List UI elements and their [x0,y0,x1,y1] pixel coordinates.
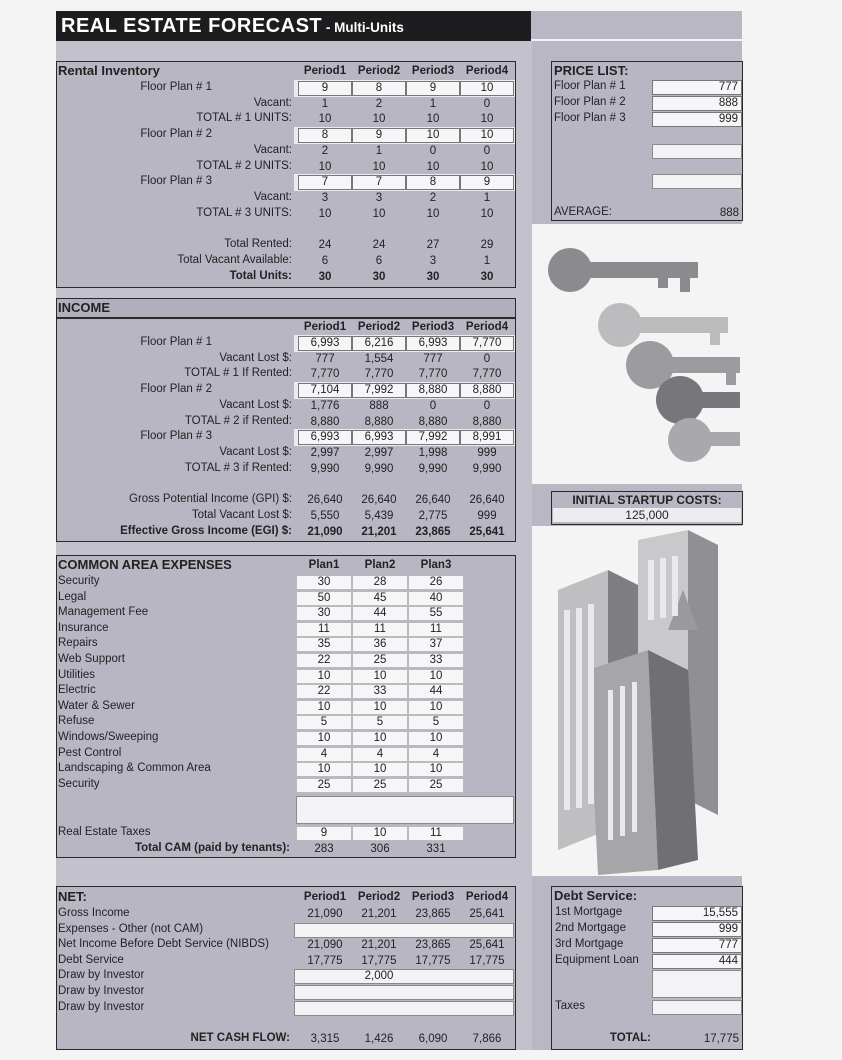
expense-label: Repairs [58,637,98,650]
value-cell: 10 [426,207,440,220]
plan-label: Floor Plan # 2 [140,383,212,396]
taxes-value: 10 [352,826,408,841]
net-value: 21,090 [307,939,343,952]
expense-value: 11 [408,622,464,637]
expense-label: Pest Control [58,746,122,759]
value-cell: 999 [477,446,497,459]
debt-taxes-label: Taxes [555,1000,586,1012]
value-cell: 8 [406,175,460,190]
period-header: Period3 [411,65,455,77]
value-cell: 0 [429,144,437,157]
total-value: 999 [477,510,497,522]
total-label: Total Rented: [224,238,292,250]
debt-item-label: 2nd Mortgage [555,922,626,934]
expense-value: 10 [408,700,464,715]
debt-item-label: 1st Mortgage [555,906,623,918]
row-label: Vacant: [253,96,292,109]
expense-value: 4 [296,747,352,762]
total-label: Total Vacant Available: [177,254,292,266]
value-cell: 10 [480,113,494,126]
total-value: 24 [318,239,332,251]
key-2 [598,303,728,347]
expense-value: 33 [408,653,464,668]
expense-value: 22 [296,653,352,668]
total-value: 30 [480,271,494,283]
total-value: 24 [372,239,386,251]
value-cell: 1,554 [364,352,394,365]
total-value: 26,640 [361,494,397,506]
expense-value: 28 [352,575,408,590]
taxes-value: 9 [296,826,352,841]
net-title: NET: [58,889,87,904]
value-cell: 777 [315,352,335,365]
net-row-label: Draw by Investor [58,969,145,982]
price-item-value: 999 [652,112,742,127]
net-value: 25,641 [469,939,505,952]
net-row-label: Net Income Before Debt Service (NIBDS) [58,938,269,951]
debt-item-value: 999 [652,922,742,937]
expense-value: 25 [296,778,352,793]
value-cell: 777 [423,352,443,365]
debt-taxes-input [652,1000,742,1015]
net-cash-flow-value: 6,090 [418,1033,448,1045]
net-row-label: Draw by Investor [58,985,145,997]
income-header-bar [56,298,516,318]
plan-label: Floor Plan # 3 [140,430,212,443]
expense-value: 25 [352,778,408,793]
row-label: Vacant Lost $: [219,398,292,411]
total-value: 30 [318,271,332,283]
total-value: 3 [429,255,437,267]
net-row-label: Debt Service [58,953,124,966]
price-empty-slot [652,174,742,189]
cam-empty-rows [296,796,514,824]
value-cell: 7 [352,175,406,190]
plan-header: Plan2 [364,559,396,571]
net-cash-flow-label: NET CASH FLOW: [190,1032,290,1044]
total-value: 6 [375,255,383,267]
expense-value: 10 [296,669,352,684]
total-value: 30 [372,271,386,283]
value-cell: 7,992 [406,430,460,445]
expense-value: 10 [408,731,464,746]
debt-item-value: 777 [652,938,742,953]
expense-label: Landscaping & Common Area [58,762,211,775]
value-cell: 6,216 [352,336,406,351]
expense-value: 10 [296,700,352,715]
expense-value: 10 [296,731,352,746]
value-cell: 8,880 [406,383,460,398]
price-average-value: 888 [719,207,739,219]
expense-value: 4 [352,747,408,762]
key-1 [548,248,698,292]
page-title [56,11,531,41]
expense-value: 44 [408,684,464,699]
net-value: 17,775 [469,954,505,967]
period-header: Period4 [465,65,509,77]
expense-value: 36 [352,637,408,652]
row-label: TOTAL # 3 UNITS: [196,206,292,219]
net-value: 21,201 [361,939,397,952]
net-cash-flow-value: 3,315 [310,1033,340,1045]
expense-value: 25 [352,653,408,668]
period-header: Period4 [465,891,509,903]
net-row-label: Draw by Investor [58,1000,145,1013]
value-cell: 2,997 [364,446,394,459]
period-header: Period2 [357,321,401,333]
value-cell: 9,990 [364,462,394,475]
expense-value: 5 [408,715,464,730]
price-average-label: AVERAGE: [554,206,612,218]
expense-value: 10 [352,762,408,777]
net-cash-flow-value: 7,866 [472,1033,502,1045]
expense-value: 30 [296,575,352,590]
startup-value: 125,000 [553,508,741,522]
total-value: 21,090 [307,526,343,538]
expense-value: 25 [408,778,464,793]
net-value: 2,000 [364,970,394,983]
row-label: Vacant: [253,190,292,203]
value-cell: 0 [483,97,491,110]
total-label: Gross Potential Income (GPI) $: [129,493,292,505]
plan-label: Floor Plan # 1 [140,81,212,93]
expense-label: Windows/Sweeping [58,731,159,743]
price-item-label: Floor Plan # 2 [554,96,626,108]
value-cell: 0 [483,144,491,157]
row-label: TOTAL # 2 if Rented: [184,414,292,427]
value-cell: 10 [480,160,494,173]
total-value: 27 [426,239,440,251]
total-value: 26,640 [307,494,343,506]
expense-value: 26 [408,575,464,590]
value-cell: 10 [406,128,460,143]
title-strip [531,11,742,39]
value-cell: 7,104 [298,383,352,398]
value-cell: 888 [369,399,389,412]
key-5 [668,418,740,462]
total-value: 30 [426,271,440,283]
value-cell: 2,997 [310,446,340,459]
city-buildings-icon [548,530,738,875]
total-value: 26,640 [469,494,505,506]
price-empty-slot [652,144,742,159]
value-cell: 7,770 [364,368,394,381]
total-value: 23,865 [415,526,451,538]
expense-value: 10 [296,762,352,777]
net-row-label: Gross Income [58,907,130,919]
cam-total-label: Total CAM (paid by tenants): [134,842,290,854]
value-cell: 8,880 [364,415,394,428]
debt-item-label: 3rd Mortgage [555,938,624,950]
debt-item-value: 15,555 [652,906,742,921]
period-header: Period1 [303,321,347,333]
value-cell: 10 [426,113,440,126]
expense-value: 10 [352,669,408,684]
value-cell: 10 [318,160,332,173]
total-value: 29 [480,239,494,251]
expense-label: Security [58,575,100,587]
expense-label: Security [58,777,100,790]
price-item-label: Floor Plan # 1 [554,80,626,92]
title-sub: - Multi-Units [322,20,404,35]
cam-total-value: 306 [370,843,390,855]
keys-icon [540,240,740,480]
row-label: Vacant Lost $: [219,445,292,458]
cam-total-value: 331 [426,843,446,855]
value-cell: 1 [483,191,491,204]
net-input-row [294,923,514,938]
period-header: Period3 [411,891,455,903]
expense-value: 35 [296,637,352,652]
net-value: 23,865 [415,908,451,920]
value-cell: 1 [429,97,437,110]
value-cell: 7,992 [352,383,406,398]
expense-value: 10 [408,762,464,777]
debt-item-label: Equipment Loan [555,954,639,966]
net-cash-flow-value: 1,426 [364,1033,394,1045]
expense-value: 5 [352,715,408,730]
value-cell: 3 [321,191,329,204]
expense-label: Management Fee [58,606,149,619]
total-value: 26,640 [415,494,451,506]
plan-header: Plan1 [308,559,340,571]
expense-label: Utilities [58,668,96,681]
cam-total-value: 283 [314,843,334,855]
plan-label: Floor Plan # 3 [140,175,212,188]
total-value: 5,439 [364,510,394,522]
debt-title: Debt Service: [554,888,638,903]
row-label: TOTAL # 1 UNITS: [196,112,292,125]
expense-value: 5 [296,715,352,730]
row-label: TOTAL # 2 UNITS: [196,159,292,172]
total-value: 25,641 [469,526,505,538]
expense-value: 30 [296,606,352,621]
expense-label: Water & Sewer [58,699,135,712]
value-cell: 10 [460,128,514,143]
value-cell: 6,993 [298,430,352,445]
value-cell: 6,993 [298,336,352,351]
expense-label: Web Support [58,653,125,665]
value-cell: 8,991 [460,430,514,445]
net-input-row [294,985,514,1000]
total-value: 5,550 [310,510,340,522]
value-cell: 10 [426,160,440,173]
value-cell: 7,770 [418,368,448,381]
expense-value: 11 [352,622,408,637]
taxes-value: 11 [408,826,464,841]
value-cell: 9 [352,128,406,143]
value-cell: 1,998 [418,446,448,459]
price-item-value: 777 [652,80,742,95]
total-value: 6 [321,255,329,267]
value-cell: 7,770 [472,368,502,381]
title-main: REAL ESTATE FORECAST [61,15,323,37]
debt-item-value: 444 [652,954,742,969]
value-cell: 10 [460,81,514,96]
value-cell: 1 [375,144,383,157]
value-cell: 9,990 [472,462,502,475]
value-cell: 10 [372,160,386,173]
price-item-value: 888 [652,96,742,111]
value-cell: 7 [298,175,352,190]
income-title: INCOME [58,300,110,315]
net-value: 17,775 [307,954,343,967]
period-header: Period3 [411,321,455,333]
value-cell: 10 [372,207,386,220]
debt-empty-slot [652,970,742,998]
total-value: 21,201 [361,526,397,538]
plan-label: Floor Plan # 2 [140,128,212,141]
value-cell: 10 [480,207,494,220]
value-cell: 7,770 [460,336,514,351]
value-cell: 10 [372,113,386,126]
expense-value: 22 [296,684,352,699]
total-value: 2,775 [418,510,448,522]
debt-total-value: 17,775 [703,1033,739,1045]
cam-title: COMMON AREA EXPENSES [58,557,232,572]
value-cell: 9 [460,175,514,190]
startup-label: INITIAL STARTUP COSTS: [572,493,722,507]
period-header: Period4 [465,321,509,333]
value-cell: 9 [406,81,460,96]
value-cell: 8,880 [472,415,502,428]
value-cell: 0 [429,399,437,412]
value-cell: 9,990 [418,462,448,475]
net-value: 25,641 [469,908,505,920]
value-cell: 1 [321,97,329,110]
expense-value: 4 [408,747,464,762]
row-label: TOTAL # 3 if Rented: [184,461,292,474]
value-cell: 2 [321,144,329,157]
debt-total-label: TOTAL: [609,1032,651,1044]
price-list-title: PRICE LIST: [554,63,629,78]
row-label: Vacant Lost $: [219,351,292,364]
net-input-row [294,1001,514,1016]
value-cell: 0 [483,352,491,365]
expense-value: 11 [296,622,352,637]
value-cell: 2 [429,191,437,204]
value-cell: 8,880 [418,415,448,428]
rental-inventory-title: Rental Inventory [58,63,160,78]
expense-value: 44 [352,606,408,621]
value-cell: 9,990 [310,462,340,475]
value-cell: 2 [375,97,383,110]
value-cell: 9 [298,81,352,96]
value-cell: 1,776 [310,399,340,412]
net-value: 21,090 [307,908,343,920]
expense-value: 37 [408,637,464,652]
plan-header: Plan3 [420,559,452,571]
period-header: Period2 [357,891,401,903]
period-header: Period1 [303,891,347,903]
price-item-label: Floor Plan # 3 [554,112,626,124]
value-cell: 8,880 [460,383,514,398]
plan-label: Floor Plan # 1 [140,336,212,348]
net-row-label: Expenses - Other (not CAM) [58,922,204,935]
expense-value: 45 [352,591,408,606]
value-cell: 6,993 [352,430,406,445]
net-value: 21,201 [361,908,397,920]
expense-value: 55 [408,606,464,621]
net-value: 23,865 [415,939,451,952]
expense-label: Insurance [58,621,109,634]
expense-label: Electric [58,684,96,697]
value-cell: 6,993 [406,336,460,351]
value-cell: 8 [298,128,352,143]
net-value: 17,775 [361,954,397,967]
expense-value: 50 [296,591,352,606]
total-label: Total Units: [229,270,292,282]
period-header: Period2 [357,65,401,77]
value-cell: 0 [483,399,491,412]
taxes-label: Real Estate Taxes [58,826,151,838]
value-cell: 8,880 [310,415,340,428]
expense-value: 10 [352,700,408,715]
value-cell: 10 [318,207,332,220]
expense-value: 10 [408,669,464,684]
net-value: 17,775 [415,954,451,967]
value-cell: 7,770 [310,368,340,381]
total-value: 1 [483,255,491,267]
row-label: Vacant: [253,143,292,156]
value-cell: 3 [375,191,383,204]
expense-value: 40 [408,591,464,606]
expense-label: Refuse [58,715,95,728]
value-cell: 10 [318,113,332,126]
row-label: TOTAL # 1 If Rented: [184,367,292,380]
expense-label: Legal [58,590,87,603]
total-label: Effective Gross Income (EGI) $: [120,525,292,537]
value-cell: 8 [352,81,406,96]
expense-value: 10 [352,731,408,746]
expense-value: 33 [352,684,408,699]
total-label: Total Vacant Lost $: [191,509,292,521]
period-header: Period1 [303,65,347,77]
